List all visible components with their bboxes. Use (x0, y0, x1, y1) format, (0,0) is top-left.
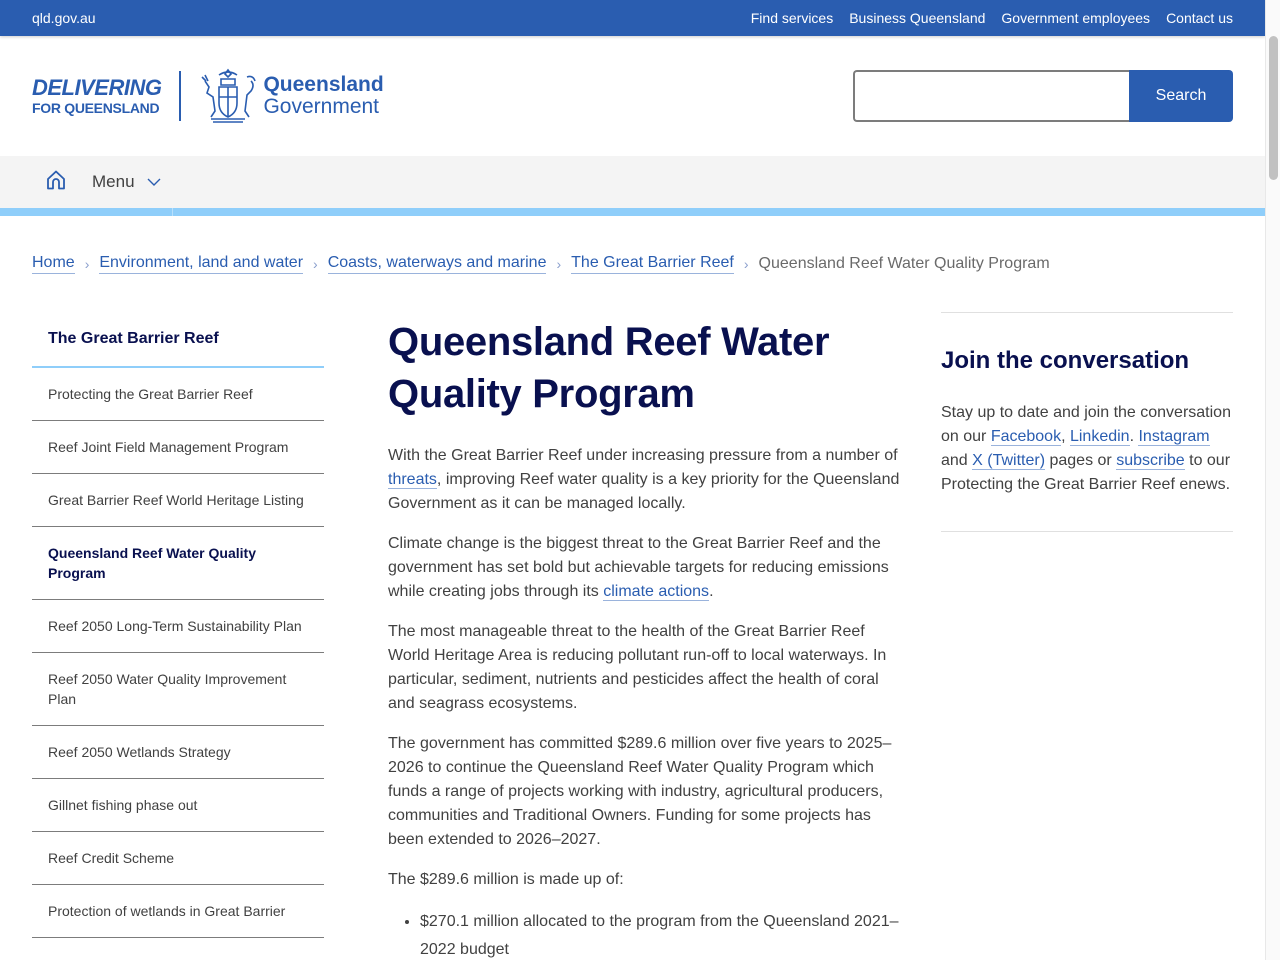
sidenav-item-joint-field-management[interactable]: Reef Joint Field Management Program (32, 421, 324, 474)
join-conversation-panel (941, 312, 1233, 532)
find-services-link[interactable]: Find services (750, 10, 834, 26)
vertical-scrollbar[interactable] (1265, 0, 1280, 960)
government-text: Government (263, 95, 380, 118)
chevron-down-icon (147, 178, 161, 186)
scrollbar-thumb[interactable] (1269, 36, 1278, 180)
intro-paragraph (388, 444, 908, 516)
coat-of-arms-icon (197, 67, 259, 125)
side-navigation (32, 316, 324, 938)
breadcrumb-environment[interactable]: Environment, land and water (99, 254, 303, 274)
menu-button[interactable] (92, 172, 161, 192)
home-button[interactable] (44, 168, 92, 197)
sidenav-title[interactable]: The Great Barrier Reef (32, 316, 324, 368)
chevron-right-icon: › (313, 256, 318, 272)
chevron-right-icon: › (556, 256, 562, 272)
text: Stay up to date and join the conversation on our (941, 404, 1231, 445)
funding-list (420, 908, 908, 960)
page-title: Queensland Reef Water Quality Program (388, 320, 830, 416)
text: . (1129, 428, 1139, 445)
text: to our Protecting the Great Barrier Reef enews. (941, 452, 1231, 493)
climate-paragraph (388, 532, 908, 604)
site-header (0, 36, 1265, 156)
text: , improving Reef water quality is a key priority for the Queensland Government as it can be managed locally. (388, 471, 900, 512)
breadcrumb-current: Queensland Reef Water Quality Program (758, 255, 1050, 272)
aside-text (941, 401, 1233, 497)
text: Climate change is the biggest threat to the Great Barrier Reef and the government has set bold but achievable targets for reducing emissions while creating jobs through its (388, 535, 889, 600)
funding-list-item: • $270.1 million allocated to the program from the Queensland 2021–2022 budget (420, 908, 908, 960)
text: , (1061, 428, 1070, 445)
breakdown-intro: The $289.6 million is made up of: (388, 871, 624, 888)
subscribe-link[interactable]: subscribe (1116, 452, 1185, 469)
site-link[interactable]: qld.gov.au (32, 10, 96, 26)
business-queensland-link[interactable]: Business Queensland (849, 10, 986, 26)
sidenav-item-world-heritage[interactable]: Great Barrier Reef World Heritage Listing (32, 474, 324, 527)
sidenav-item-wetlands-strategy[interactable]: Reef 2050 Wetlands Strategy (32, 726, 324, 779)
text: . (709, 583, 714, 600)
breadcrumb-home[interactable]: Home (32, 254, 75, 274)
text: With the Great Barrier Reef under increasing pressure from a number of (388, 447, 898, 464)
instagram-link[interactable]: Instagram (1138, 428, 1210, 445)
home-icon (44, 168, 68, 192)
nav-accent-stripe (0, 208, 1265, 216)
breadcrumb-great-barrier-reef[interactable]: The Great Barrier Reef (571, 254, 734, 274)
climate-actions-link[interactable]: climate actions (603, 583, 710, 600)
menu-label: Menu (92, 172, 135, 191)
funding-paragraph: The government has committed $289.6 million over five years to 2025–2026 to continue the Queensland Reef Water Quality Program which funds a range of projects working with industry, agricultural producers, communities and Traditional Owners. Funding for some projects has been extended to 2026–2027. (388, 735, 892, 848)
main-nav-bar (0, 156, 1265, 208)
delivering-logo (32, 77, 161, 115)
sidenav-item-protecting[interactable]: Protecting the Great Barrier Reef (32, 368, 324, 421)
contact-us-link[interactable]: Contact us (1166, 10, 1233, 26)
threats-link[interactable]: threats (388, 471, 437, 488)
pre-header-links (751, 10, 1233, 26)
search-input[interactable] (853, 70, 1129, 122)
breadcrumb-coasts[interactable]: Coasts, waterways and marine (328, 254, 547, 274)
pre-header (0, 0, 1265, 36)
aside-title: Join the conversation (941, 347, 1190, 374)
linkedin-link[interactable]: Linkedin (1069, 428, 1130, 445)
sidenav-item-sustainability-plan[interactable]: Reef 2050 Long-Term Sustainability Plan (32, 600, 324, 653)
sidenav-item-gillnet[interactable]: Gillnet fishing phase out (32, 779, 324, 832)
sidenav-item-water-quality-improvement[interactable]: Reef 2050 Water Quality Improvement Plan (32, 653, 324, 726)
site-logo[interactable] (32, 67, 384, 125)
queensland-text: Queensland (263, 72, 384, 96)
threat-paragraph: The most manageable threat to the health of the Great Barrier Reef World Heritage Area is reducing pollutant run-off to local waterways. In particular, sediment, nutrients and pesticides affect the health of coral and seagrass ecosystems. (388, 623, 887, 712)
text: and (941, 452, 973, 469)
sidenav-item-reef-credit[interactable]: Reef Credit Scheme (32, 832, 324, 885)
delivering-text: DELIVERING (32, 75, 162, 100)
text: pages or (1045, 452, 1117, 469)
search-button[interactable]: Search (1129, 70, 1233, 122)
queensland-government-logo (263, 74, 383, 118)
chevron-right-icon: › (84, 256, 90, 272)
sidenav-item-wetlands-protection[interactable]: Protection of wetlands in Great Barrier (32, 885, 324, 938)
logo-divider (179, 71, 181, 121)
government-employees-link[interactable]: Government employees (1001, 10, 1151, 26)
search-form (853, 70, 1233, 122)
for-queensland-text: FOR QUEENSLAND (32, 100, 160, 116)
breadcrumb (32, 254, 1050, 274)
chevron-right-icon: › (743, 256, 749, 272)
main-content (388, 316, 908, 960)
sidenav-item-water-quality-program[interactable]: Queensland Reef Water Quality Program (32, 527, 324, 600)
facebook-link[interactable]: Facebook (990, 428, 1062, 445)
twitter-link[interactable]: X (Twitter) (972, 452, 1046, 469)
